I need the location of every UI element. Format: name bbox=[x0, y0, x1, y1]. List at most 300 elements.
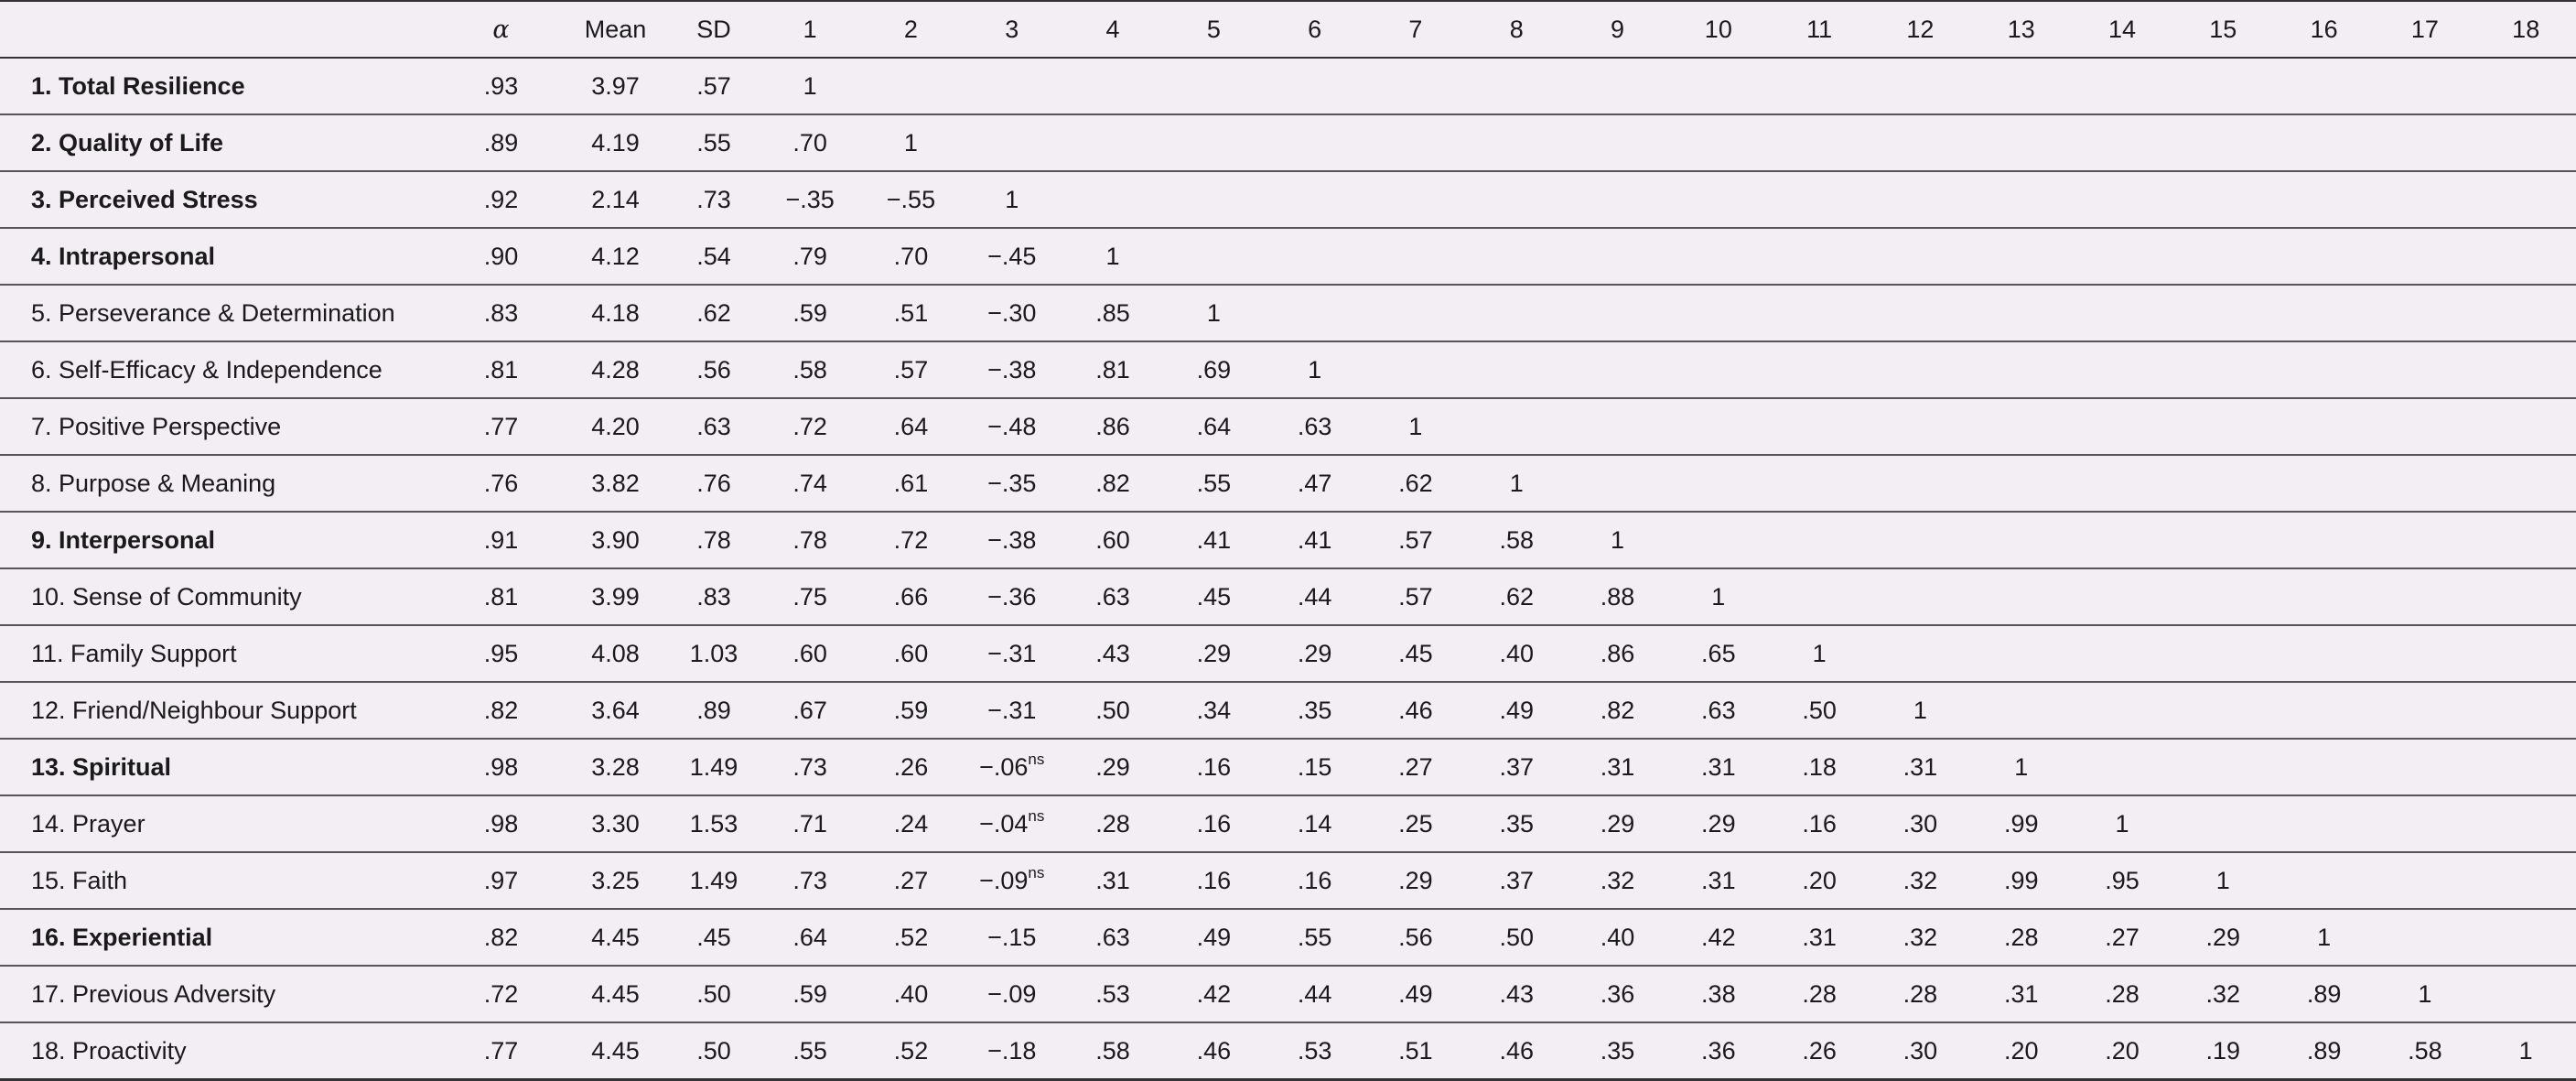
column-header: Mean bbox=[584, 15, 647, 43]
cell-value: 3.90 bbox=[591, 525, 640, 554]
cell-value: .50 bbox=[696, 1036, 731, 1065]
table-cell bbox=[2172, 909, 2273, 966]
cell-value: .50 bbox=[696, 979, 731, 1008]
empty-cell bbox=[1971, 455, 2072, 512]
empty-cell bbox=[2375, 795, 2475, 852]
row-label: 3. Perceived Stress bbox=[31, 185, 258, 213]
cell-value: .64 bbox=[1196, 412, 1232, 440]
table-cell bbox=[1668, 625, 1769, 682]
empty-cell bbox=[1466, 228, 1567, 285]
empty-cell bbox=[1466, 58, 1567, 114]
empty-cell bbox=[1769, 455, 1870, 512]
cell-value: .95 bbox=[2105, 866, 2139, 894]
row-label: 9. Interpersonal bbox=[31, 525, 216, 554]
cell-value: .56 bbox=[1398, 923, 1433, 951]
table-cell bbox=[860, 398, 961, 455]
significance-marker: ns bbox=[1028, 750, 1045, 768]
cell-value: .82 bbox=[483, 923, 519, 951]
empty-cell bbox=[1365, 228, 1466, 285]
column-header: 13 bbox=[2007, 15, 2035, 43]
empty-cell bbox=[1870, 114, 1970, 171]
cell-value: 1 bbox=[803, 71, 817, 100]
empty-cell bbox=[2475, 682, 2576, 739]
cell-value: .29 bbox=[1297, 639, 1332, 667]
empty-cell bbox=[2375, 58, 2475, 114]
cell-value: .29 bbox=[1095, 752, 1130, 781]
table-cell bbox=[1870, 966, 1970, 1022]
cell-value: −.31 bbox=[987, 696, 1037, 724]
cell-value: .82 bbox=[483, 696, 519, 724]
cell-value: .20 bbox=[2105, 1036, 2139, 1065]
empty-cell bbox=[2475, 114, 2576, 171]
cell-value: 2.14 bbox=[591, 185, 640, 213]
table-cell bbox=[1668, 568, 1769, 625]
table-cell bbox=[668, 852, 760, 909]
table-cell bbox=[860, 341, 961, 398]
cell-value: .58 bbox=[1095, 1036, 1130, 1065]
cell-value: −.09 bbox=[979, 866, 1029, 894]
empty-cell bbox=[2072, 455, 2172, 512]
empty-cell bbox=[2375, 739, 2475, 795]
cell-value: .16 bbox=[1196, 752, 1232, 781]
cell-value: 1 bbox=[2518, 1036, 2533, 1065]
table-cell bbox=[962, 625, 1062, 682]
cell-value: .92 bbox=[483, 185, 519, 213]
cell-value: 1 bbox=[1105, 242, 1120, 270]
cell-value: .45 bbox=[1196, 582, 1232, 611]
cell-value: .45 bbox=[696, 923, 731, 951]
cell-value: .97 bbox=[483, 866, 519, 894]
cell-value: −.35 bbox=[785, 185, 835, 213]
empty-cell bbox=[2375, 852, 2475, 909]
table-cell bbox=[668, 512, 760, 568]
cell-value: .25 bbox=[1398, 809, 1433, 838]
table-cell bbox=[1466, 795, 1567, 852]
table-cell bbox=[563, 455, 668, 512]
table-cell bbox=[962, 341, 1062, 398]
cell-value: .36 bbox=[1600, 979, 1635, 1008]
table-cell bbox=[439, 114, 563, 171]
row-label: 1. Total Resilience bbox=[31, 71, 245, 100]
table-cell bbox=[563, 171, 668, 228]
cell-value: .46 bbox=[1398, 696, 1433, 724]
cell-value: .88 bbox=[1600, 582, 1635, 611]
cell-value: .27 bbox=[2105, 923, 2139, 951]
table-cell bbox=[439, 852, 563, 909]
table-cell bbox=[1567, 909, 1667, 966]
table-cell bbox=[962, 512, 1062, 568]
table-cell bbox=[668, 114, 760, 171]
table-cell bbox=[2072, 1022, 2172, 1080]
cell-value: .55 bbox=[792, 1036, 827, 1065]
cell-value: 1 bbox=[2014, 752, 2029, 781]
cell-value: .90 bbox=[483, 242, 519, 270]
column-header: 2 bbox=[903, 15, 918, 43]
cell-value: .29 bbox=[2205, 923, 2241, 951]
table-row bbox=[0, 909, 2576, 966]
cell-value: .43 bbox=[1499, 979, 1534, 1008]
table-cell bbox=[1365, 568, 1466, 625]
cell-value: −.45 bbox=[987, 242, 1037, 270]
table-cell bbox=[1365, 739, 1466, 795]
cell-value: .55 bbox=[1297, 923, 1332, 951]
cell-value: .45 bbox=[1398, 639, 1433, 667]
row-label: 15. Faith bbox=[31, 866, 128, 894]
table-cell bbox=[1668, 909, 1769, 966]
empty-cell bbox=[1769, 398, 1870, 455]
cell-value: .53 bbox=[1095, 979, 1130, 1008]
table-cell bbox=[1971, 852, 2072, 909]
table-cell bbox=[1466, 909, 1567, 966]
empty-cell bbox=[2375, 682, 2475, 739]
table-cell bbox=[439, 795, 563, 852]
empty-cell bbox=[2375, 398, 2475, 455]
empty-cell bbox=[2273, 739, 2374, 795]
empty-cell bbox=[2475, 568, 2576, 625]
column-header: 12 bbox=[1906, 15, 1935, 43]
table-cell bbox=[1870, 909, 1970, 966]
cell-value: .24 bbox=[893, 809, 929, 838]
empty-cell bbox=[1264, 58, 1364, 114]
table-cell bbox=[1668, 682, 1769, 739]
column-header: SD bbox=[696, 15, 731, 43]
cell-value: .40 bbox=[1600, 923, 1635, 951]
cell-value: .32 bbox=[2205, 979, 2241, 1008]
cell-value: .31 bbox=[2003, 979, 2039, 1008]
table-cell bbox=[1971, 909, 2072, 966]
cell-value: .57 bbox=[893, 355, 929, 384]
cell-value: .27 bbox=[1398, 752, 1433, 781]
table-cell bbox=[668, 568, 760, 625]
table-cell bbox=[760, 682, 860, 739]
table-cell bbox=[1264, 852, 1364, 909]
cell-value: .64 bbox=[792, 923, 827, 951]
cell-value: 1 bbox=[2317, 923, 2332, 951]
table-cell bbox=[760, 341, 860, 398]
cell-value: .53 bbox=[1297, 1036, 1332, 1065]
empty-cell bbox=[1769, 58, 1870, 114]
column-header: 17 bbox=[2410, 15, 2439, 43]
cell-value: .72 bbox=[792, 412, 827, 440]
row-label: 16. Experiential bbox=[31, 923, 213, 951]
empty-cell bbox=[962, 58, 1062, 114]
cell-value: .86 bbox=[1095, 412, 1130, 440]
empty-cell bbox=[2475, 398, 2576, 455]
table-cell bbox=[1567, 568, 1667, 625]
table-cell bbox=[1365, 455, 1466, 512]
table-cell bbox=[860, 114, 961, 171]
empty-cell bbox=[962, 114, 1062, 171]
empty-cell bbox=[1567, 398, 1667, 455]
empty-cell bbox=[1668, 398, 1769, 455]
empty-cell bbox=[1971, 682, 2072, 739]
cell-value: .82 bbox=[1095, 469, 1130, 497]
empty-cell bbox=[1466, 114, 1567, 171]
empty-cell bbox=[2475, 285, 2576, 341]
cell-value: 1.49 bbox=[689, 752, 738, 781]
cell-value: .16 bbox=[1196, 809, 1232, 838]
empty-cell bbox=[1567, 455, 1667, 512]
table-cell bbox=[2273, 909, 2374, 966]
table-cell bbox=[563, 682, 668, 739]
cell-value: .83 bbox=[483, 298, 519, 327]
table-cell bbox=[1163, 852, 1264, 909]
empty-cell bbox=[1971, 285, 2072, 341]
cell-value: .77 bbox=[483, 412, 519, 440]
cell-value: .19 bbox=[2205, 1036, 2241, 1065]
table-cell bbox=[1264, 966, 1364, 1022]
table-cell bbox=[2072, 852, 2172, 909]
table-cell bbox=[760, 398, 860, 455]
table-cell bbox=[1062, 625, 1163, 682]
empty-cell bbox=[1264, 228, 1364, 285]
cell-value: 4.12 bbox=[591, 242, 640, 270]
cell-value: −.18 bbox=[987, 1036, 1037, 1065]
cell-value: .71 bbox=[792, 809, 827, 838]
column-header: α bbox=[492, 15, 510, 44]
column-header: 9 bbox=[1611, 15, 1625, 43]
empty-cell bbox=[2172, 171, 2273, 228]
cell-value: .63 bbox=[1297, 412, 1332, 440]
table-cell bbox=[860, 285, 961, 341]
table-cell bbox=[439, 285, 563, 341]
cell-value: .40 bbox=[893, 979, 929, 1008]
table-cell bbox=[1264, 455, 1364, 512]
table-cell bbox=[2072, 795, 2172, 852]
table-cell bbox=[1163, 625, 1264, 682]
cell-value: 3.30 bbox=[591, 809, 640, 838]
table-cell bbox=[1971, 795, 2072, 852]
table-cell bbox=[1163, 341, 1264, 398]
table-cell bbox=[1668, 739, 1769, 795]
table-row bbox=[0, 682, 2576, 739]
cell-value: .42 bbox=[1196, 979, 1232, 1008]
table-cell bbox=[962, 285, 1062, 341]
empty-cell bbox=[1971, 398, 2072, 455]
empty-cell bbox=[2273, 171, 2374, 228]
table-cell bbox=[962, 455, 1062, 512]
table-cell bbox=[1062, 682, 1163, 739]
cell-value: 4.28 bbox=[591, 355, 640, 384]
row-label: 2. Quality of Life bbox=[31, 128, 224, 157]
table-cell bbox=[860, 228, 961, 285]
table-cell bbox=[962, 966, 1062, 1022]
table-cell bbox=[1466, 1022, 1567, 1080]
table-cell bbox=[1567, 966, 1667, 1022]
table-cell bbox=[1062, 512, 1163, 568]
empty-cell bbox=[1466, 285, 1567, 341]
cell-value: .44 bbox=[1297, 979, 1332, 1008]
table-cell bbox=[1365, 795, 1466, 852]
table-cell bbox=[1668, 795, 1769, 852]
cell-value: 4.19 bbox=[591, 128, 640, 157]
table-cell bbox=[860, 171, 961, 228]
table-cell bbox=[1769, 795, 1870, 852]
empty-cell bbox=[1769, 114, 1870, 171]
empty-cell bbox=[2375, 228, 2475, 285]
table-cell bbox=[1567, 795, 1667, 852]
empty-cell bbox=[2072, 568, 2172, 625]
table-cell bbox=[1870, 852, 1970, 909]
table-cell bbox=[1062, 285, 1163, 341]
empty-cell bbox=[1062, 171, 1163, 228]
empty-cell bbox=[1365, 285, 1466, 341]
empty-cell bbox=[2475, 171, 2576, 228]
table-cell bbox=[860, 852, 961, 909]
cell-value: .81 bbox=[483, 355, 519, 384]
cell-value: .38 bbox=[1701, 979, 1736, 1008]
table-cell bbox=[1466, 512, 1567, 568]
table-cell bbox=[962, 682, 1062, 739]
empty-cell bbox=[1668, 114, 1769, 171]
column-header: 11 bbox=[1806, 15, 1833, 43]
table-cell bbox=[1163, 568, 1264, 625]
empty-cell bbox=[1971, 625, 2072, 682]
cell-value: .57 bbox=[696, 71, 731, 100]
cell-value: .27 bbox=[893, 866, 929, 894]
row-label: 6. Self-Efficacy & Independence bbox=[31, 355, 383, 384]
empty-cell bbox=[2172, 341, 2273, 398]
table-row bbox=[0, 398, 2576, 455]
empty-cell bbox=[1870, 341, 1970, 398]
empty-cell bbox=[1365, 171, 1466, 228]
empty-cell bbox=[2273, 682, 2374, 739]
empty-cell bbox=[2375, 512, 2475, 568]
cell-value: .89 bbox=[483, 128, 519, 157]
empty-cell bbox=[2072, 58, 2172, 114]
table-cell bbox=[1870, 1022, 1970, 1080]
table-cell bbox=[1163, 909, 1264, 966]
header-row bbox=[0, 1, 2576, 58]
cell-value: .32 bbox=[1902, 923, 1938, 951]
cell-value: −.48 bbox=[987, 412, 1037, 440]
row-label: 11. Family Support bbox=[31, 639, 237, 667]
cell-value: .49 bbox=[1196, 923, 1232, 951]
table-cell bbox=[2375, 1022, 2475, 1080]
cell-value: .41 bbox=[1196, 525, 1232, 554]
table-cell bbox=[760, 1022, 860, 1080]
table-cell bbox=[1062, 398, 1163, 455]
empty-cell bbox=[2273, 341, 2374, 398]
cell-value: .81 bbox=[483, 582, 519, 611]
cell-value: .40 bbox=[1499, 639, 1534, 667]
cell-value: −.04 bbox=[979, 809, 1029, 838]
cell-value: 1 bbox=[2418, 979, 2432, 1008]
empty-cell bbox=[1062, 58, 1163, 114]
column-header: 5 bbox=[1206, 15, 1221, 43]
cell-value: .47 bbox=[1297, 469, 1332, 497]
table-cell bbox=[1567, 625, 1667, 682]
cell-value: −.06 bbox=[979, 752, 1029, 781]
cell-value: .95 bbox=[483, 639, 519, 667]
cell-value: .73 bbox=[696, 185, 731, 213]
empty-cell bbox=[2172, 58, 2273, 114]
table-cell bbox=[760, 58, 860, 114]
cell-value: .64 bbox=[893, 412, 929, 440]
cell-value: .30 bbox=[1902, 809, 1938, 838]
cell-value: .31 bbox=[1600, 752, 1635, 781]
cell-value: .41 bbox=[1297, 525, 1332, 554]
table-cell bbox=[1870, 739, 1970, 795]
table-cell bbox=[1567, 739, 1667, 795]
table-cell bbox=[760, 966, 860, 1022]
table-cell bbox=[962, 171, 1062, 228]
empty-cell bbox=[2375, 171, 2475, 228]
table-cell bbox=[563, 228, 668, 285]
cell-value: .73 bbox=[792, 866, 827, 894]
empty-cell bbox=[1971, 228, 2072, 285]
row-label: 14. Prayer bbox=[31, 809, 146, 838]
cell-value: .86 bbox=[1600, 639, 1635, 667]
cell-value: .52 bbox=[893, 923, 929, 951]
empty-cell bbox=[2273, 512, 2374, 568]
empty-cell bbox=[1668, 512, 1769, 568]
cell-value: .20 bbox=[1802, 866, 1837, 894]
table-cell bbox=[1062, 966, 1163, 1022]
empty-cell bbox=[2475, 512, 2576, 568]
cell-value: .66 bbox=[893, 582, 929, 611]
cell-value: .28 bbox=[2105, 979, 2139, 1008]
row-label: 8. Purpose & Meaning bbox=[31, 469, 276, 497]
empty-cell bbox=[1062, 114, 1163, 171]
empty-cell bbox=[2072, 398, 2172, 455]
table-cell bbox=[2172, 852, 2273, 909]
empty-cell bbox=[2172, 285, 2273, 341]
table-cell bbox=[439, 739, 563, 795]
table-cell bbox=[962, 852, 1062, 909]
row-label: 10. Sense of Community bbox=[31, 582, 302, 611]
cell-value: 4.45 bbox=[591, 979, 640, 1008]
table-cell bbox=[1062, 568, 1163, 625]
cell-value: 1 bbox=[1913, 696, 1927, 724]
cell-value: 1 bbox=[903, 128, 918, 157]
table-cell bbox=[1971, 1022, 2072, 1080]
cell-value: .99 bbox=[2003, 809, 2039, 838]
empty-cell bbox=[2375, 285, 2475, 341]
table-cell bbox=[439, 398, 563, 455]
cell-value: 1 bbox=[1206, 298, 1221, 327]
empty-cell bbox=[1971, 171, 2072, 228]
cell-value: .15 bbox=[1297, 752, 1332, 781]
table-cell bbox=[1264, 795, 1364, 852]
cell-value: .63 bbox=[1701, 696, 1736, 724]
empty-cell bbox=[2475, 455, 2576, 512]
empty-cell bbox=[1264, 114, 1364, 171]
empty-cell bbox=[1769, 228, 1870, 285]
column-header: 16 bbox=[2310, 15, 2338, 43]
empty-cell bbox=[1668, 455, 1769, 512]
cell-value: .29 bbox=[1701, 809, 1736, 838]
table-cell bbox=[439, 228, 563, 285]
cell-value: 4.08 bbox=[591, 639, 640, 667]
table-cell bbox=[860, 795, 961, 852]
table-cell bbox=[1163, 455, 1264, 512]
table-cell bbox=[962, 398, 1062, 455]
table-cell bbox=[439, 568, 563, 625]
empty-cell bbox=[1668, 58, 1769, 114]
row-label: 5. Perseverance & Determination bbox=[31, 298, 395, 327]
cell-value: .63 bbox=[696, 412, 731, 440]
table-cell bbox=[1466, 966, 1567, 1022]
cell-value: .16 bbox=[1297, 866, 1332, 894]
cell-value: .43 bbox=[1095, 639, 1130, 667]
table-cell bbox=[668, 341, 760, 398]
table-cell bbox=[860, 682, 961, 739]
cell-value: .77 bbox=[483, 1036, 519, 1065]
table-cell bbox=[860, 625, 961, 682]
table-cell bbox=[760, 285, 860, 341]
table-cell bbox=[563, 398, 668, 455]
